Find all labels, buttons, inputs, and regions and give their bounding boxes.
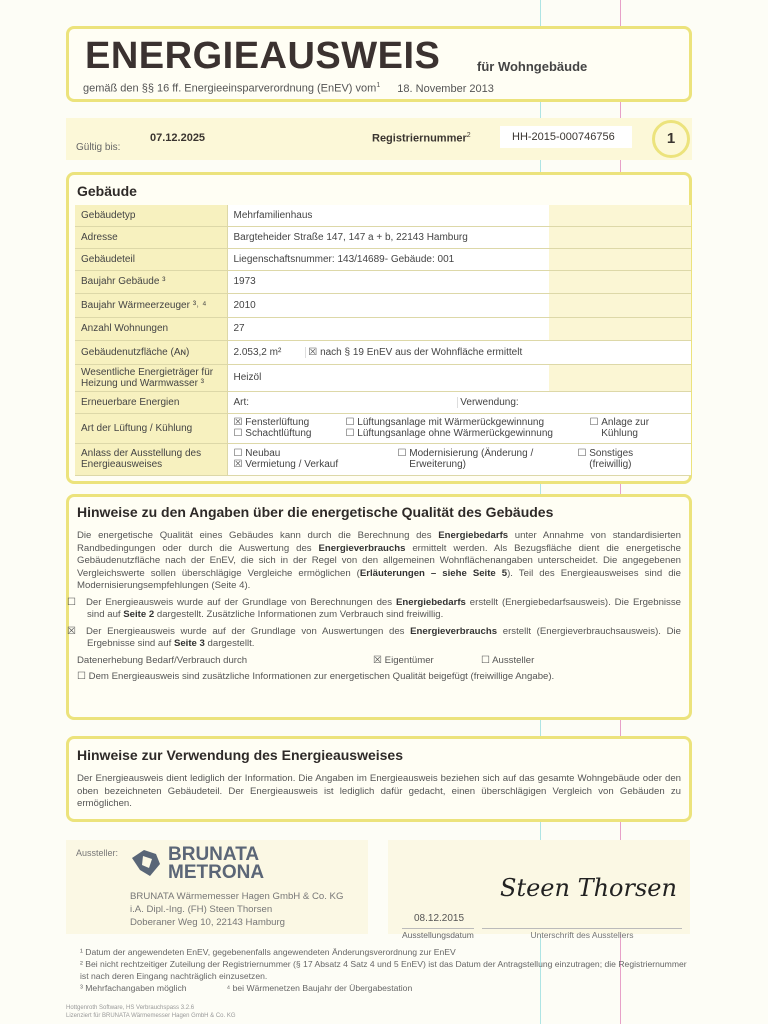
reason-options — [227, 443, 691, 475]
row-value: Liegenschaftsnummer: 143/14689- Gebäude: 001 — [227, 248, 549, 270]
legal-basis: gemäß den §§ 16 ff. Energieeinsparverordnung (EnEV) vom$^1$ 18. November 2013 — [83, 82, 494, 95]
valid-until-value: 07.12.2025 — [150, 132, 206, 144]
building-section — [66, 172, 692, 484]
footnote: ² Bei nicht rechtzeitiger Zuteilung der Registriernummer (§ 17 Absatz 4 Satz 4 und 5 EnEV) ist das Datum der Antragstellung einzutragen; die Registriernummer ist nach deren Eingang nachträglich einzusetzen. — [80, 959, 687, 981]
checkbox-checked[interactable]: ☒ — [67, 625, 76, 637]
document-title: ENERGIEAUSWEIS — [85, 35, 441, 77]
table-row — [75, 364, 691, 391]
table-row — [75, 340, 691, 364]
checkbox[interactable]: ☐ — [397, 448, 407, 459]
row-label: Adresse — [75, 226, 227, 248]
checkbox[interactable]: ☐ — [589, 417, 599, 428]
valid-until-label: Gültig bis: — [76, 142, 121, 153]
notes-section — [66, 494, 692, 720]
table-row — [75, 443, 691, 475]
usage-section — [66, 736, 692, 822]
checkbox-checked[interactable]: ☒ — [233, 417, 243, 428]
row-label: Wesentliche Energieträger für Heizung und Warmwasser ³ — [75, 364, 227, 391]
table-row — [75, 248, 691, 270]
checkbox[interactable]: ☐ — [233, 428, 243, 439]
renewable-use: Verwendung: — [460, 396, 519, 408]
issuer-label: Aussteller: — [76, 848, 119, 858]
usage-text: Der Energieausweis dient lediglich der Information. Die Angaben im Energieausweis beziehen sich auf das gesamte Wohngebäude oder den oben bezeichneten Gebäudeteil. Der Energieausweis ist lediglich dafür gedacht, einen überschlägigen Vergleich von Gebäuden zu ermöglichen. — [77, 773, 681, 809]
row-value: 1973 — [227, 270, 549, 293]
row-label: Gebäudeteil — [75, 248, 227, 270]
table-row — [75, 317, 691, 340]
brunata-logo-icon — [130, 848, 162, 878]
row-label: Baujahr Wärmeerzeuger ³˒ ⁴ — [75, 293, 227, 317]
row-extra — [549, 226, 691, 248]
ventilation-options — [227, 413, 691, 443]
signature: Steen Thorsen — [500, 874, 677, 902]
row-label: Anlass der Ausstellung des Energieausweises — [75, 443, 227, 475]
software-note: Hottgenroth Software, HS Verbrauchspass 3.2.6 Lizenziert für BRUNATA Wärmemesser Hagen GmbH & Co. KG — [66, 1005, 236, 1019]
checkbox[interactable]: ☐ — [345, 417, 355, 428]
row-label: Gebäudenutzfläche (Aɴ) — [75, 340, 227, 364]
row-value: 2010 — [227, 293, 549, 317]
option-label: Vermietung / Verkauf — [245, 459, 339, 470]
notes-paragraph: Die energetische Qualität eines Gebäudes kann durch die Berechnung des Energiebedarfs unter Annahme von standardisierten Randbedingungen oder durch die Auswertung des Energieverbrauchs ermittelt werden. Als Bezugsfläche dient die energetische Gebäudenutzfläche nach der EnEV, die sich in der Regel von den allgemeinen Wohnflächenangaben unterscheidet. Die angegebenen Vergleichswerte sollen überschlägige Vergleiche ermöglichen (Erläuterungen – siehe Seite 5). Teil des Energieausweises sind die Modernisierungsempfehlungen (Seite 4). — [77, 530, 682, 591]
page-number-badge: 1 — [652, 120, 690, 158]
company-logo: BRUNATA METRONA — [168, 844, 265, 883]
signature-block — [388, 840, 690, 940]
registration-label: Registriernummer$^2$ — [372, 132, 471, 145]
extra-info-option: ☐ Dem Energieausweis sind zusätzliche Informationen zur energetischen Qualität beigefügt (freiwillige Angabe). — [77, 671, 555, 682]
checkbox[interactable]: ☐ — [577, 448, 587, 459]
floor-area: 2.053,2 m² — [234, 347, 306, 358]
checkbox[interactable]: ☐ — [345, 428, 355, 439]
row-label: Baujahr Gebäude ³ — [75, 270, 227, 293]
signature-label: Unterschrift des Ausstellers — [482, 928, 682, 940]
row-value — [227, 391, 691, 413]
checkbox[interactable]: ☐ — [233, 448, 243, 459]
option-label: Sonstiges (freiwillig) — [589, 448, 634, 470]
issue-date: 08.12.2015 — [414, 913, 465, 924]
validity-row — [66, 118, 692, 160]
checkbox[interactable]: ☐ — [481, 654, 490, 666]
option-label: Lüftungsanlage mit Wärmerückgewinnung — [357, 417, 545, 428]
data-collection-row: Datenerhebung Bedarf/Verbrauch durch ☒ Eigentümer ☐ Aussteller — [77, 654, 535, 666]
option-label: Lüftungsanlage ohne Wärmerückgewinnung — [357, 428, 553, 439]
row-value: Heizöl — [227, 364, 549, 391]
table-row — [75, 293, 691, 317]
section-heading: Hinweise zur Verwendung des Energieausweises — [77, 747, 404, 763]
checkbox-checked[interactable]: ☒ — [373, 654, 382, 666]
row-value: Bargteheider Straße 147, 147 a + b, 22143 Hamburg — [227, 226, 549, 248]
row-label: Erneuerbare Energien — [75, 391, 227, 413]
table-row — [75, 391, 691, 413]
section-heading: Gebäude — [77, 183, 137, 199]
row-label: Gebäudetyp — [75, 205, 227, 226]
row-extra — [549, 317, 691, 340]
section-heading: Hinweise zu den Angaben über die energetische Qualität des Gebäudes — [77, 504, 554, 520]
building-table — [75, 205, 691, 476]
checkbox[interactable]: ☐ — [77, 671, 86, 682]
table-row — [75, 270, 691, 293]
checkbox[interactable]: ☐ — [67, 596, 76, 608]
option-label: Fensterlüftung — [245, 417, 310, 428]
row-extra — [549, 205, 691, 226]
row-extra — [549, 293, 691, 317]
row-value: Mehrfamilienhaus — [227, 205, 549, 226]
option-label: Anlage zur Kühlung — [601, 417, 650, 439]
footnote: ⁴ bei Wärmenetzen Baujahr der Übergabestation — [226, 983, 413, 993]
header-box — [66, 26, 692, 102]
row-value — [227, 340, 691, 364]
table-row — [75, 226, 691, 248]
footnote: ³ Mehrfachangaben möglich — [80, 983, 187, 993]
issuer-block — [66, 840, 368, 934]
issuer-address: BRUNATA Wärmemesser Hagen GmbH & Co. KG i.A. Dipl.-Ing. (FH) Steen Thorsen Doberaner Weg 10, 22143 Hamburg — [130, 891, 344, 928]
row-extra — [549, 270, 691, 293]
option-label: Modernisierung (Änderung / Erweiterung) — [409, 448, 534, 470]
option-label: Neubau — [245, 448, 281, 459]
table-row — [75, 413, 691, 443]
document-subtitle: für Wohngebäude — [477, 59, 588, 74]
renewable-type: Art: — [234, 397, 458, 408]
consumption-option: ☒ Der Energieausweis wurde auf der Grundlage von Auswertungen des Energieverbrauchs erstellt (Energieverbrauchsausweis). Die Ergebnisse sind auf Seite 3 dargestellt. — [67, 625, 681, 649]
demand-option: ☐ Der Energieausweis wurde auf der Grundlage von Berechnungen des Energiebedarfs erstellt (Energiebedarfsausweis). Die Ergebnisse sind auf Seite 2 dargestellt. Zusätzliche Informationen zum Verbrauch sind freiwillig. — [67, 596, 681, 620]
footnote: ¹ Datum der angewendeten EnEV, gegebenenfalls angewendeten Änderungsverordnung zur EnEV — [80, 947, 456, 957]
row-extra — [549, 364, 691, 391]
option-label: Schachtlüftung — [245, 428, 312, 439]
row-label: Anzahl Wohnungen — [75, 317, 227, 340]
table-row — [75, 205, 691, 226]
registration-number: HH-2015-000746756 — [500, 126, 632, 148]
checkbox-checked[interactable]: ☒ — [308, 346, 318, 358]
issue-date-label: Ausstellungsdatum — [402, 930, 474, 940]
checkbox-checked[interactable]: ☒ — [233, 459, 243, 470]
row-extra — [549, 248, 691, 270]
row-label: Art der Lüftung / Kühlung — [75, 413, 227, 443]
floor-area-note: nach § 19 EnEV aus der Wohnfläche ermittelt — [320, 346, 523, 358]
footnotes — [80, 946, 690, 994]
row-value: 27 — [227, 317, 549, 340]
